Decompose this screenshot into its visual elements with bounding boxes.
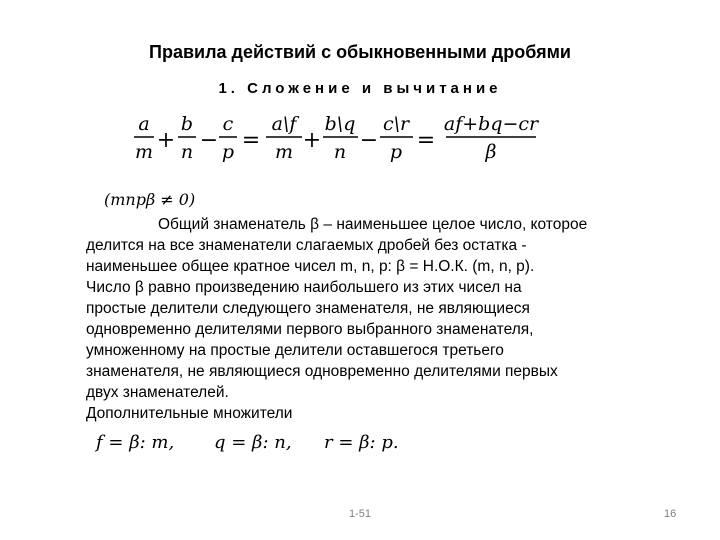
fraction-6-denominator: p (389, 141, 403, 163)
fraction-5-numerator: b\q (324, 113, 356, 135)
nonzero-condition: (mnpβ ≠ 0) (104, 190, 196, 209)
text-line: делится на все знаменатели слагаемых дробей без остатка - (86, 237, 527, 254)
text-line: двух знаменателей. (86, 384, 229, 401)
equals-sign: = (241, 128, 261, 153)
footer-label: 1-51 (348, 508, 372, 520)
fraction-3-numerator: c (222, 113, 234, 135)
text-line: простые делители следующего знаменателя, не являющиеся (86, 300, 530, 317)
multiplier-r: r = β: p. (324, 432, 399, 453)
fraction-1-denominator: m (134, 141, 154, 163)
fraction-2-denominator: n (180, 141, 194, 163)
result-denominator: β (485, 141, 497, 163)
fraction-1-numerator: a (138, 113, 150, 135)
explanation-text (86, 214, 646, 424)
fraction-5-denominator: n (333, 141, 347, 163)
plus-sign: + (156, 128, 176, 153)
equals-sign: = (416, 128, 436, 153)
result-numerator: af+bq−cr (443, 113, 539, 135)
text-line: Общий знаменатель β – наименьшее целое число, которое (158, 216, 588, 233)
text-line: знаменателя, не являющиеся одновременно делителями первых (86, 363, 558, 380)
fraction-4-numerator: a\f (271, 113, 297, 135)
minus-sign: − (359, 128, 379, 153)
multiplier-f: f = β: m, (96, 432, 175, 453)
fraction-formula (0, 110, 720, 170)
fraction-3-denominator: p (221, 141, 235, 163)
slide-subtitle: 1. Сложение и вычитание (218, 80, 502, 97)
page-number: 16 (664, 508, 677, 520)
multiplier-q: q = β: n, (214, 432, 292, 453)
text-line: Дополнительные множители (86, 405, 293, 422)
fraction-2-numerator: b (180, 113, 194, 135)
text-line: Число β равно произведению наибольшего из этих чисел на (86, 279, 522, 296)
text-line: наименьшее общее кратное чисел m, n, p: β = Н.О.К. (m, n, p). (86, 258, 535, 275)
fraction-6-numerator: c\r (382, 113, 410, 135)
slide-title: Правила действий с обыкновенными дробями (149, 42, 571, 62)
minus-sign: − (199, 128, 219, 153)
text-line: одновременно делителями первого выбранного знаменателя, (86, 321, 534, 338)
fraction-4-denominator: m (274, 141, 294, 163)
plus-sign: + (302, 128, 322, 153)
text-line: умноженному на простые делители оставшегося третьего (86, 342, 504, 359)
